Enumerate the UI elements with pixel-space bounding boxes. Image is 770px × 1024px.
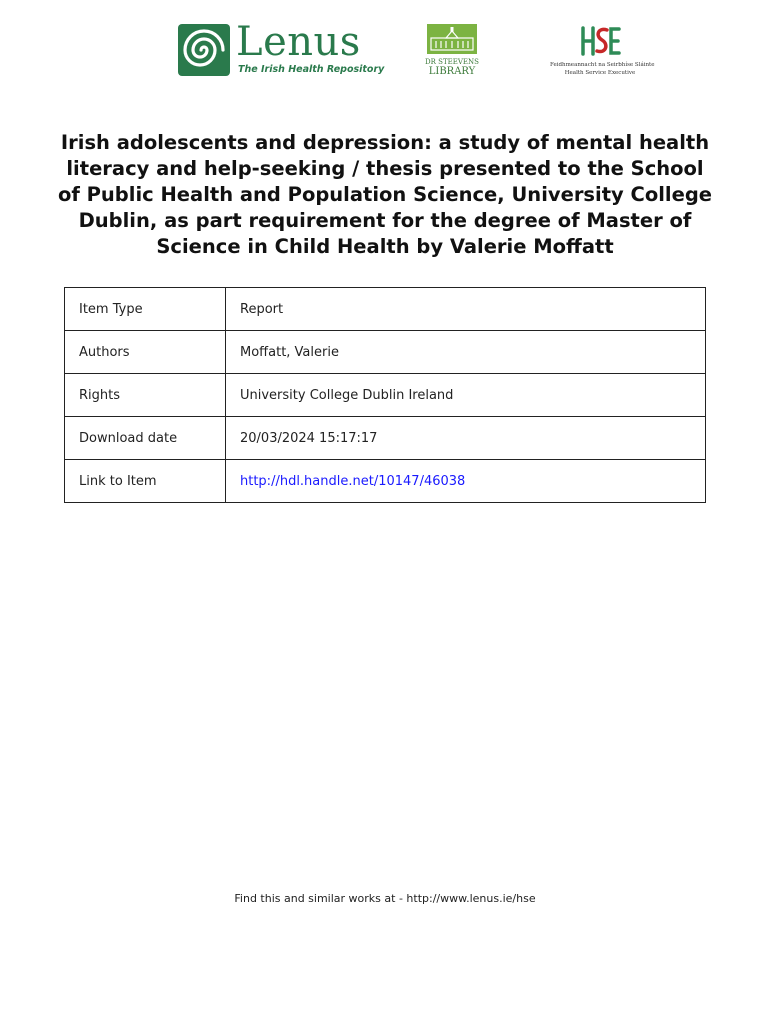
row-value: 20/03/2024 15:17:17 <box>226 417 706 460</box>
header-logos <box>0 18 770 88</box>
lenus-tagline: The Irish Health Repository <box>238 64 385 75</box>
row-value-link-cell <box>226 460 706 503</box>
hse-english-text: Health Service Executive <box>564 70 636 76</box>
row-label: Download date <box>65 417 226 460</box>
row-value: Moffatt, Valerie <box>226 331 706 374</box>
table-row <box>65 331 706 374</box>
row-label: Rights <box>65 374 226 417</box>
hse-mark-icon <box>578 24 622 58</box>
table-row <box>65 460 706 503</box>
row-value: Report <box>226 288 706 331</box>
document-title: Irish adolescents and depression: a study of mental health literacy and help-seeking / thesis presented to the School of Public Health and Population Science, University College Dublin, as part requirement for the degree of Master of Science in Child Health by Valerie Moffatt <box>57 131 713 258</box>
hse-logo <box>550 22 655 78</box>
hse-irish-text: Feidhmeannacht na Seirbhíse Sláinte <box>550 62 655 68</box>
item-handle-link[interactable]: http://hdl.handle.net/10147/46038 <box>240 473 466 489</box>
metadata-table <box>64 287 706 503</box>
lenus-logo <box>178 19 385 78</box>
steevens-building-icon <box>427 24 477 54</box>
row-label: Item Type <box>65 288 226 331</box>
table-row <box>65 288 706 331</box>
lenus-wordmark: Lenus <box>236 19 361 65</box>
table-row <box>65 374 706 417</box>
steevens-line1: DR STEEVENS <box>425 58 479 66</box>
row-label: Link to Item <box>65 460 226 503</box>
table-row <box>65 417 706 460</box>
row-label: Authors <box>65 331 226 374</box>
steevens-line2: LIBRARY <box>428 66 476 77</box>
steevens-library-logo <box>424 22 480 78</box>
footer-text: Find this and similar works at - http://www.lenus.ie/hse <box>234 892 536 905</box>
row-value: University College Dublin Ireland <box>226 374 706 417</box>
lenus-spiral-icon <box>178 24 230 76</box>
